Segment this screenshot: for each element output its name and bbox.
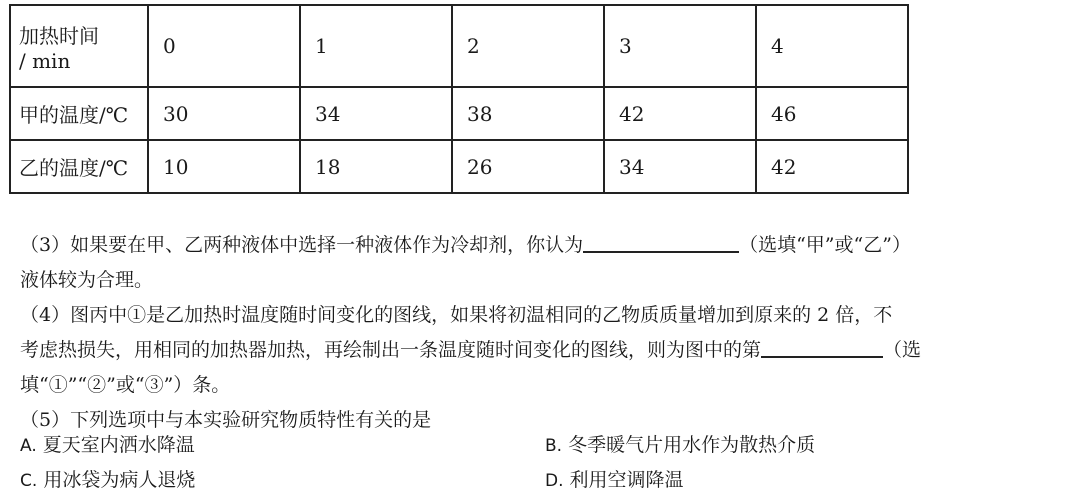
table-row-time bbox=[10, 5, 908, 87]
option-text: 用冰袋为病人退烧 bbox=[37, 469, 196, 491]
table-cell: 4 bbox=[756, 5, 908, 87]
questions-block bbox=[20, 228, 1070, 438]
option-d[interactable] bbox=[545, 463, 1070, 498]
option-letter: A. bbox=[20, 436, 37, 456]
table-cell: 38 bbox=[452, 87, 604, 140]
row-label-yi: 乙的温度/℃ bbox=[10, 140, 148, 193]
options-row bbox=[20, 428, 1070, 463]
row-label-jia: 甲的温度/℃ bbox=[10, 87, 148, 140]
table-cell: 10 bbox=[148, 140, 300, 193]
table-cell: 34 bbox=[604, 140, 756, 193]
option-letter: B. bbox=[545, 436, 563, 456]
table-cell: 0 bbox=[148, 5, 300, 87]
question-4-prefix: 考虑热损失，用相同的加热器加热，再绘制出一条温度随时间变化的图线，则为图中的第 bbox=[20, 339, 762, 361]
table-cell: 46 bbox=[756, 87, 908, 140]
header-label-line1: 加热时间 bbox=[19, 23, 99, 48]
option-c[interactable] bbox=[20, 463, 545, 498]
question-4-line3: 填“①”“②”或“③”）条。 bbox=[20, 374, 231, 396]
question-3-prefix: （3）如果要在甲、乙两种液体中选择一种液体作为冷却剂，你认为 bbox=[20, 234, 584, 256]
question-4-line2 bbox=[20, 333, 1070, 368]
answer-blank-q3[interactable] bbox=[583, 229, 739, 253]
option-a[interactable] bbox=[20, 428, 545, 463]
table-cell: 2 bbox=[452, 5, 604, 87]
table-cell: 30 bbox=[148, 87, 300, 140]
data-table bbox=[9, 4, 909, 194]
question-3-line2: 液体较为合理。 bbox=[20, 269, 154, 291]
option-letter: D. bbox=[545, 471, 564, 491]
question-4-suffix: （选 bbox=[883, 339, 922, 361]
answer-blank-q4[interactable] bbox=[761, 334, 883, 358]
table-cell: 1 bbox=[300, 5, 452, 87]
option-letter: C. bbox=[20, 471, 38, 491]
option-text: 夏天室内洒水降温 bbox=[36, 434, 195, 456]
table-cell: 42 bbox=[756, 140, 908, 193]
header-label-line2: / min bbox=[19, 48, 71, 73]
table-cell: 42 bbox=[604, 87, 756, 140]
question-3-line1 bbox=[20, 228, 1070, 263]
option-b[interactable] bbox=[545, 428, 1070, 463]
option-text: 利用空调降温 bbox=[563, 469, 684, 491]
question-4-line1: （4）图丙中①是乙加热时温度随时间变化的图线，如果将初温相同的乙物质质量增加到原来的 2 倍，不 bbox=[20, 304, 893, 326]
question-3-suffix: （选填“甲”或“乙”） bbox=[739, 234, 911, 256]
question-5: （5）下列选项中与本实验研究物质特性有关的是 bbox=[20, 409, 432, 431]
table-cell: 18 bbox=[300, 140, 452, 193]
option-text: 冬季暖气片用水作为散热介质 bbox=[562, 434, 816, 456]
table-row-yi bbox=[10, 140, 908, 193]
options-block bbox=[20, 428, 1070, 498]
options-row bbox=[20, 463, 1070, 498]
table-header-time bbox=[10, 5, 148, 87]
table-cell: 34 bbox=[300, 87, 452, 140]
table-cell: 26 bbox=[452, 140, 604, 193]
table-cell: 3 bbox=[604, 5, 756, 87]
table-row-jia bbox=[10, 87, 908, 140]
